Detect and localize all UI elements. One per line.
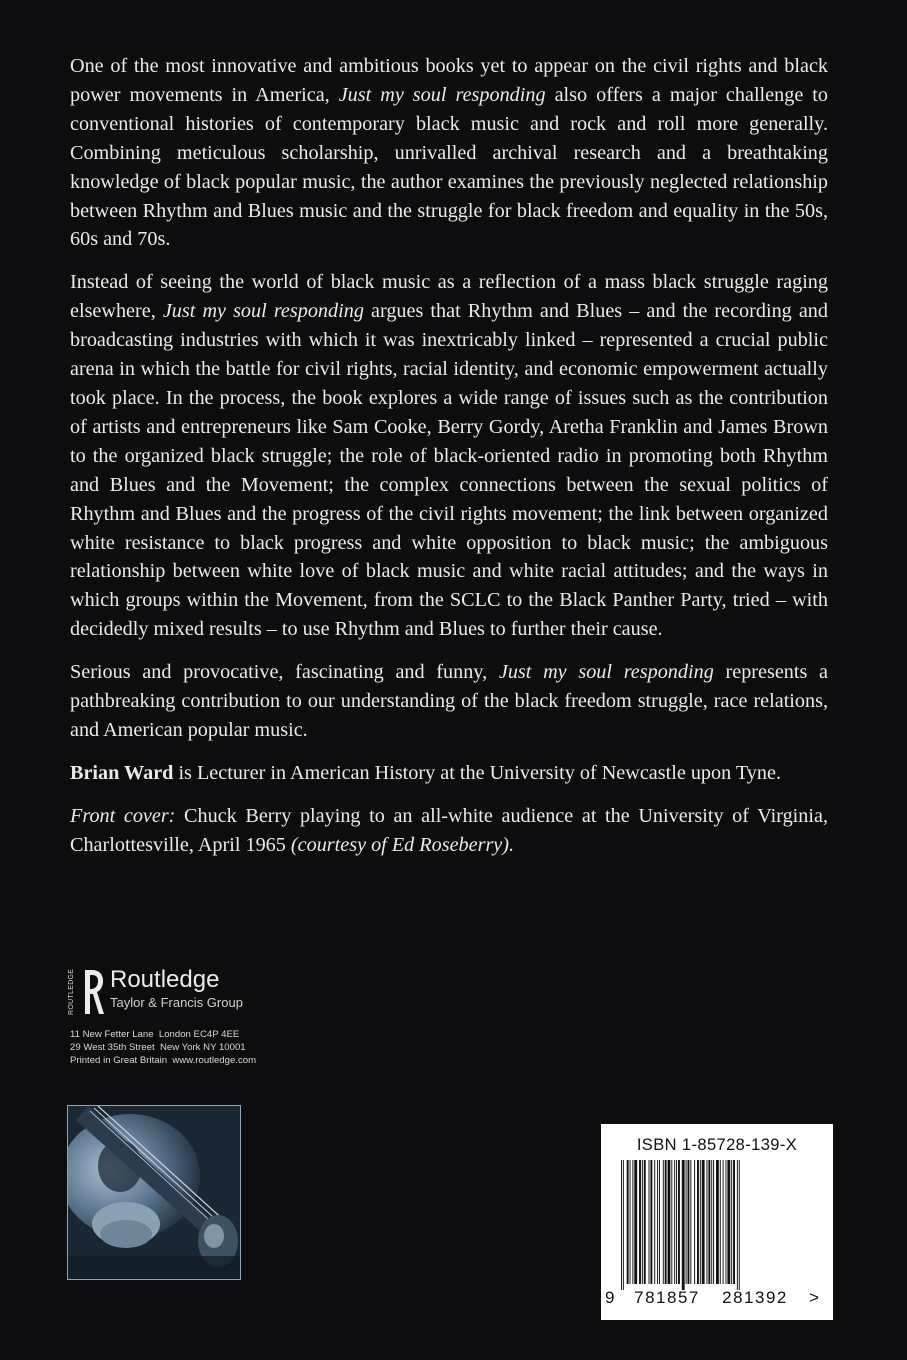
barcode-bar [676, 1160, 677, 1284]
barcode-bar [707, 1160, 708, 1284]
book-title: Just my soul responding [498, 661, 714, 684]
guitar-photo-image [68, 1106, 241, 1280]
routledge-logo [68, 966, 243, 1018]
cover-credit: Front cover: Chuck Berry playing to an all-white audience at the University of Virginia, Charlottesville, April 1965 (courtesy of Ed Roseberry). [70, 804, 828, 856]
barcode-bar [630, 1160, 631, 1284]
barcode-bar [627, 1160, 629, 1284]
barcode-bar [632, 1160, 633, 1284]
barcode-bar [665, 1160, 667, 1284]
blurb-paragraph-1: One of the most innovative and ambitious books yet to appear on the civil rights and black power movements in America, Just my soul responding also offers a major challenge to conventional histories of contemporary black music and rock and roll more generally. Combining meticulous scholarship, unrivalled archival research and a breathtaking knowledge of black popular music, the author examines the previously neglected relationship between Rhythm and Blues music and the struggle for black freedom and equality in the 50s, 60s and 70s. [70, 55, 828, 251]
barcode-bar [621, 1160, 622, 1290]
barcode-bar [678, 1160, 680, 1284]
barcode-number: 9 781857 281392 > [605, 1288, 819, 1307]
barcode-bar [659, 1160, 660, 1284]
barcode-bar [739, 1160, 740, 1290]
barcode-bar [702, 1160, 705, 1284]
barcode-bar [639, 1160, 641, 1284]
barcode-bar [697, 1160, 699, 1284]
barcode-bar [623, 1160, 624, 1290]
barcode-bar [720, 1160, 721, 1284]
publisher-address [70, 1028, 256, 1067]
logo-vertical-text: ROUTLEDGE [68, 968, 75, 1016]
barcode-bar [671, 1160, 672, 1284]
publisher-name: Routledge [110, 966, 220, 993]
address-line: Printed in Great Britain www.routledge.com [70, 1055, 257, 1066]
blurb-paragraph-2: Instead of seeing the world of black music as a reflection of a mass black struggle raging elsewhere, Just my soul responding argues that Rhythm and Blues – and the recording and broadcasting industries with which it was inextricably linked – represented a crucial public arena in which the battle for civil rights, racial identity, and economic empowerment actually took place. In the process, the book explores a wide range of issues such as the contribution of artists and entrepreneurs like Sam Cooke, Berry Gordy, Aretha Franklin and James Brown to the organized black struggle; the role of black-oriented radio in promoting both Rhythm and Blues and the Movement; the complex connections between the sexual politics of Rhythm and Blues and the progress of the civil rights movement; the link between organized white resistance to black progress and white opposition to black music; the ambiguous relationship between white love of black music and white racial attitudes; and the ways in which groups within the Movement, from the SCLC to the Black Panther Party, tried – with decidedly mixed results – to use Rhythm and Blues to further their cause. [70, 271, 828, 641]
barcode-bar [737, 1160, 738, 1290]
barcode-bar [733, 1160, 735, 1284]
isbn-text: ISBN 1-85728-139-X [636, 1136, 798, 1154]
barcode-label [601, 1124, 833, 1320]
photo-credit: (courtesy of Ed Roseberry). [290, 833, 515, 856]
barcode-bar [708, 1160, 710, 1284]
barcode-bar [716, 1160, 719, 1284]
barcode-bar [686, 1160, 687, 1284]
blurb-paragraph-3: Serious and provocative, fascinating and funny, Just my soul responding represents a pathbreaking contribution to our understanding of the black freedom struggle, race relations, and American popular music. [70, 661, 829, 741]
author-bio: Brian Ward is Lecturer in American History at the University of Newcastle upon Tyne. [70, 761, 782, 784]
book-title: Just my soul responding [338, 83, 546, 106]
barcode-bar [674, 1160, 675, 1284]
barcode-bar [663, 1160, 664, 1284]
barcode-bar [688, 1160, 690, 1284]
barcode-bar [649, 1160, 650, 1284]
barcode-bar [694, 1160, 695, 1284]
cover-label: Front cover: [70, 804, 176, 827]
barcode-bar [654, 1160, 655, 1284]
address-line: 29 West 35th Street New York NY 10001 [70, 1042, 246, 1053]
address-line: 11 New Fetter Lane London EC4P 4EE [70, 1029, 240, 1040]
barcode-bar [650, 1160, 652, 1284]
barcode-bar [731, 1160, 732, 1284]
back-cover-blurb [70, 52, 828, 874]
barcode-bar [668, 1160, 671, 1284]
barcode-bar [682, 1160, 685, 1290]
routledge-r-icon [82, 966, 104, 1018]
barcode-bar [690, 1160, 691, 1284]
author-name: Brian Ward [70, 761, 174, 784]
barcode-bar [713, 1160, 714, 1284]
barcode-bar [657, 1160, 658, 1284]
barcode-bar [723, 1160, 724, 1284]
barcode-bars [621, 1160, 809, 1290]
book-title: Just my soul responding [162, 300, 364, 323]
barcode-bar [634, 1160, 637, 1284]
guitar-photo [67, 1105, 241, 1280]
barcode-bar [726, 1160, 727, 1284]
barcode-bar [711, 1160, 712, 1284]
publisher-group: Taylor & Francis Group [110, 995, 243, 1010]
barcode-bar [700, 1160, 701, 1284]
barcode-bar [642, 1160, 643, 1284]
barcode-bar [727, 1160, 730, 1284]
barcode-bar [644, 1160, 646, 1284]
